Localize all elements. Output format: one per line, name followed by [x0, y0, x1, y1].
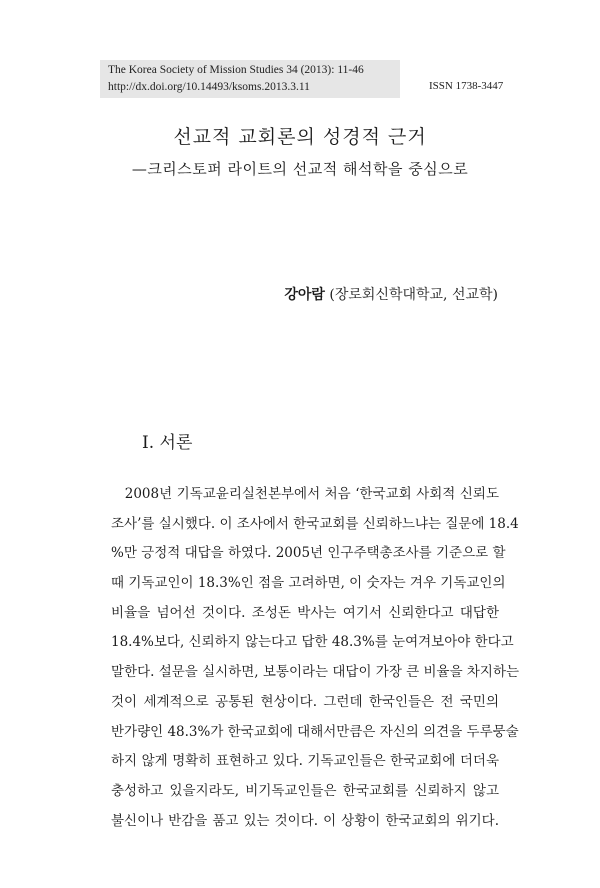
- body-line: 하지 않게 명확히 표현하고 있다. 기독교인들은 한국교회에 더더욱: [111, 753, 499, 770]
- article-title: 선교적 교회론의 성경적 근거: [173, 126, 427, 148]
- article-subtitle: —크리스토퍼 라이트의 선교적 해석학을 중심으로: [131, 160, 469, 178]
- body-line: 충성하고 있을지라도, 비기독교인들은 한국교회를 신뢰하지 않고: [111, 782, 499, 799]
- journal-citation: The Korea Society of Mission Studies 34 (2013): 11-46: [108, 64, 364, 76]
- body-line: 비율을 넘어선 것이다. 조성돈 박사는 여기서 신뢰한다고 대답한: [111, 604, 499, 621]
- doi-link[interactable]: http://dx.doi.org/10.14493/ksoms.2013.3.11: [108, 81, 310, 93]
- body-line: 18.4%보다, 신뢰하지 않는다고 답한 48.3%를 눈여겨보아야 한다고: [111, 634, 514, 651]
- body-line: %만 긍정적 대답을 하였다. 2005년 인구주택총조사를 기준으로 할: [111, 545, 506, 562]
- body-line: 때 기독교인이 18.3%인 점을 고려하면, 이 숫자는 겨우 기독교인의: [111, 575, 506, 592]
- section-heading: Ⅰ. 서론: [142, 433, 193, 453]
- body-line: 것이 세계적으로 공통된 현상이다. 그런데 한국인들은 전 국민의: [111, 693, 499, 710]
- body-line: 불신이나 반감을 품고 있는 것이다. 이 상황이 한국교회의 위기다.: [111, 812, 499, 829]
- body-line: 말한다. 설문을 실시하면, 보통이라는 대답이 가장 큰 비율을 차지하는: [111, 664, 520, 681]
- body-line: 조사’를 실시했다. 이 조사에서 한국교회를 신뢰하느냐는 질문에 18.4: [111, 515, 519, 532]
- author-line: [284, 284, 498, 304]
- journal-info-box: [100, 60, 400, 98]
- issn-number: ISSN 1738-3447: [429, 80, 504, 92]
- author-affiliation: (장로회신학대학교, 선교학): [329, 287, 498, 303]
- body-line: 2008년 기독교윤리실천본부에서 처음 ‘한국교회 사회적 신뢰도: [111, 486, 499, 502]
- author-name: 강아람: [284, 287, 325, 303]
- body-line: 반가량인 48.3%가 한국교회에 대해서만큼은 자신의 의견을 두루뭉술: [111, 723, 519, 740]
- body-paragraph: [111, 480, 520, 836]
